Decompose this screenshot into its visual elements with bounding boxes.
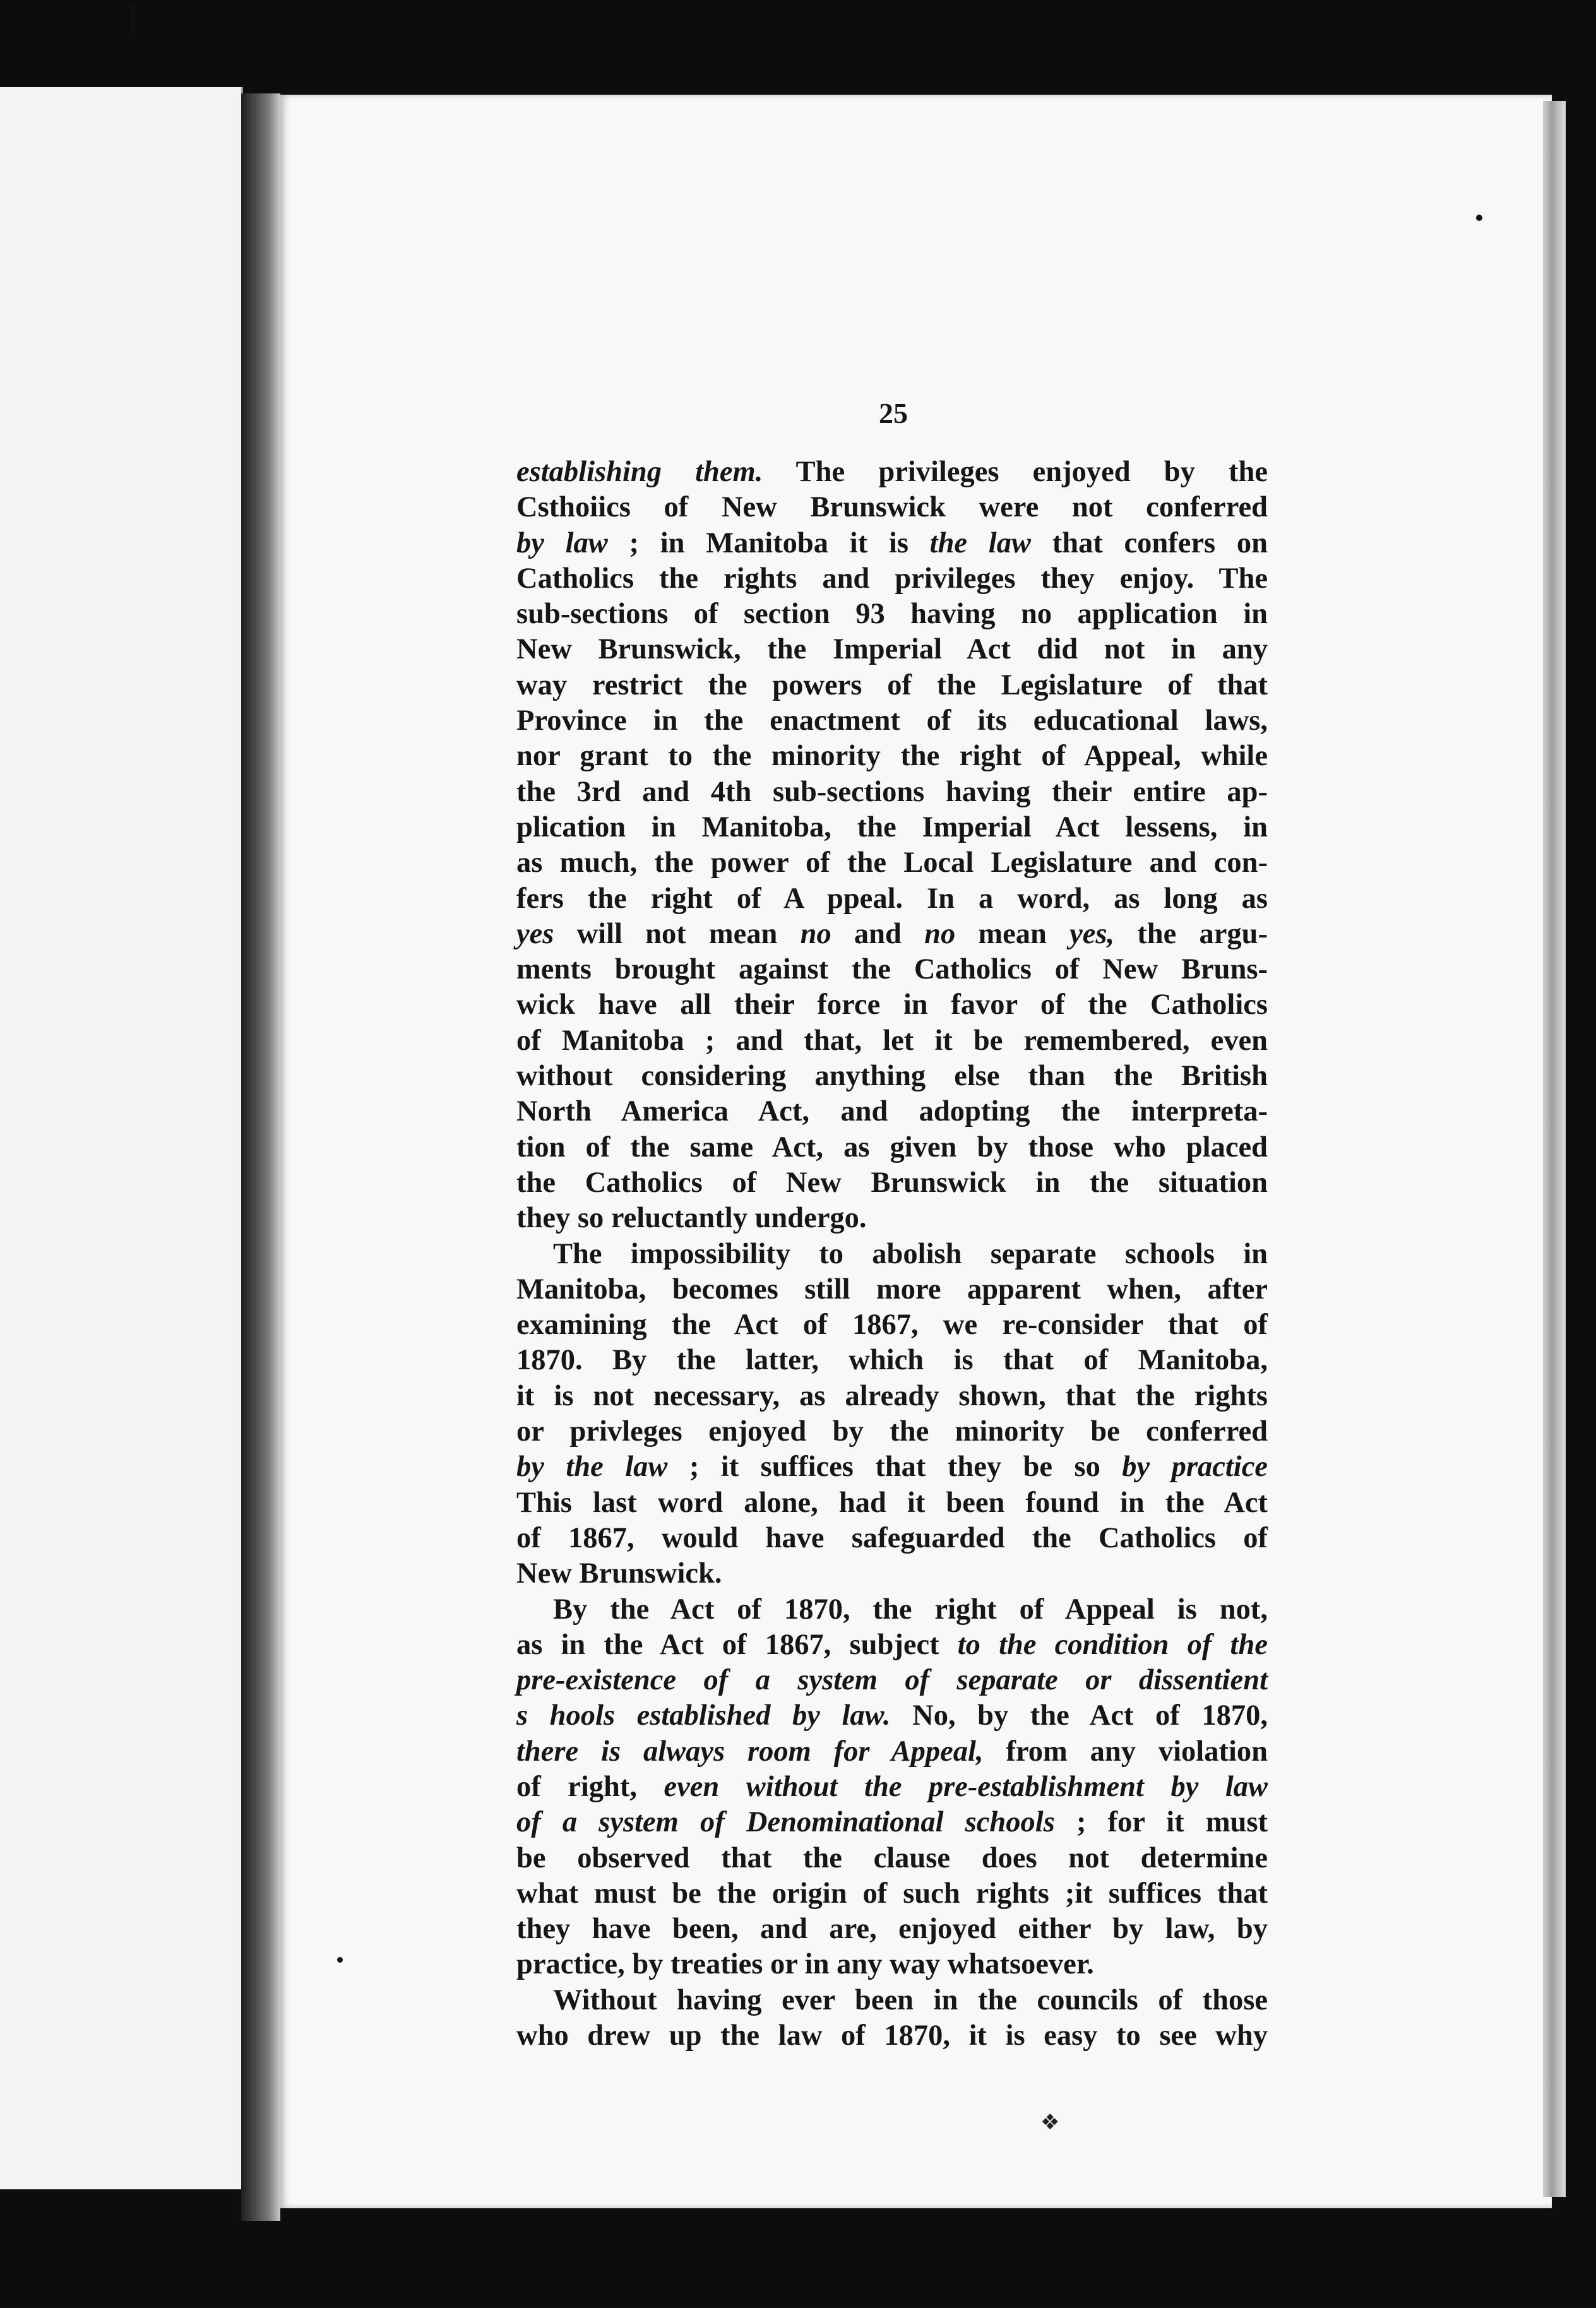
text-segment: will not mean	[554, 917, 801, 950]
text-segment: as much, the power of the Local Legislature and con-	[516, 847, 1268, 879]
body-text	[516, 455, 1268, 2054]
italic-text: there is always room for Appeal,	[516, 1735, 984, 1768]
text-line	[516, 703, 1268, 739]
text-segment: Catholics the rights and privileges they enjoy. The	[516, 562, 1268, 595]
text-segment: who drew up the law of 1870, it is easy to see why	[516, 2020, 1268, 2052]
text-segment: ; it suffices that they be so	[667, 1451, 1123, 1484]
text-line	[516, 1770, 1268, 1805]
page-edge	[1543, 101, 1566, 2197]
italic-text: by practice	[1122, 1451, 1268, 1484]
text-line	[516, 1343, 1268, 1378]
italic-text: pre-existence of a system of separate or dissentient	[516, 1664, 1268, 1697]
text-line	[516, 1805, 1268, 1840]
text-segment: Province in the enactment of its educational laws,	[516, 705, 1268, 737]
text-segment: they have been, and are, enjoyed either by law, by	[516, 1913, 1268, 1946]
text-segment: examining the Act of 1867, we re-consider that of	[516, 1309, 1268, 1341]
text-segment: fers the right of A ppeal. In a word, as long as	[516, 882, 1268, 915]
text-line	[516, 1592, 1268, 1627]
text-line	[516, 1912, 1268, 1947]
page-number: 25	[879, 397, 908, 429]
text-line	[516, 526, 1268, 561]
text-line	[516, 1094, 1268, 1129]
text-line	[516, 1023, 1268, 1059]
text-line	[516, 917, 1268, 952]
text-line	[516, 1379, 1268, 1414]
facing-page	[0, 87, 243, 2189]
text-segment: the 3rd and 4th sub-sections having their entire ap-	[516, 775, 1268, 808]
italic-text: yes	[516, 917, 554, 950]
italic-text: of a system of Denominational schools	[516, 1806, 1055, 1839]
text-line	[516, 1130, 1268, 1165]
italic-text: no	[924, 917, 956, 950]
text-segment: No, by the Act of 1870,	[890, 1699, 1268, 1732]
ink-speck	[131, 3, 135, 35]
text-line	[516, 490, 1268, 525]
text-segment: they so reluctantly undergo.	[516, 1202, 867, 1235]
text-line	[516, 1841, 1268, 1876]
text-segment: practice, by treaties or in any way whatsoever.	[516, 1948, 1094, 1981]
italic-text: even without the pre-establishment by law	[664, 1770, 1268, 1803]
text-line	[516, 1059, 1268, 1094]
text-line	[516, 1663, 1268, 1698]
text-segment: from any violation	[983, 1735, 1268, 1768]
text-segment: tion of the same Act, as given by those who placed	[516, 1131, 1268, 1163]
text-line	[516, 881, 1268, 917]
italic-text: the law	[929, 526, 1031, 559]
text-line	[516, 1734, 1268, 1770]
text-segment: without considering anything else than the British	[516, 1060, 1268, 1093]
text-line	[516, 1627, 1268, 1663]
text-line	[516, 597, 1268, 632]
text-segment: North America Act, and adopting the interpreta-	[516, 1095, 1268, 1128]
text-line	[516, 1983, 1268, 2018]
text-line	[516, 1556, 1268, 1591]
text-segment: By the Act of 1870, the right of Appeal is not,	[553, 1593, 1268, 1626]
text-segment: The privileges enjoyed by the	[763, 456, 1268, 488]
ink-speck	[337, 1957, 343, 1963]
text-segment: New Brunswick, the Imperial Act did not in any	[516, 633, 1268, 666]
text-line	[516, 987, 1268, 1023]
text-segment: it is not necessary, as already shown, that the rights	[516, 1379, 1268, 1412]
italic-text: by the law	[516, 1451, 668, 1484]
text-line	[516, 1449, 1268, 1485]
text-line	[516, 1876, 1268, 1912]
text-segment: This last word alone, had it been found in the Act	[516, 1486, 1268, 1519]
text-segment: 1870. By the latter, which is that of Manitoba,	[516, 1344, 1268, 1377]
text-line	[516, 1272, 1268, 1307]
text-segment: that confers on	[1031, 526, 1268, 559]
text-line	[516, 1698, 1268, 1734]
text-segment: as in the Act of 1867, subject	[516, 1628, 958, 1661]
text-line	[516, 810, 1268, 845]
book-binding	[241, 93, 280, 2221]
text-line	[516, 668, 1268, 703]
italic-text: by law	[516, 526, 608, 559]
text-segment: ; in Manitoba it is	[607, 526, 930, 559]
text-segment: the Catholics of New Brunswick in the situation	[516, 1166, 1268, 1199]
text-segment: New Brunswick.	[516, 1557, 722, 1590]
text-segment: ; for it must	[1054, 1806, 1268, 1839]
text-segment: Csthoiics of New Brunswick were not conferred	[516, 491, 1268, 524]
text-line	[516, 1307, 1268, 1343]
text-line	[516, 561, 1268, 597]
text-segment: be observed that the clause does not determine	[516, 1841, 1268, 1874]
text-segment: Manitoba, becomes still more apparent when, after	[516, 1273, 1268, 1306]
text-line	[516, 455, 1268, 490]
italic-text: s hools established by law.	[516, 1699, 891, 1732]
text-line	[516, 845, 1268, 881]
text-segment: or privleges enjoyed by the minority be conferred	[516, 1415, 1268, 1448]
text-segment: Without having ever been in the councils of those	[553, 1984, 1268, 2016]
text-segment: the argu-	[1114, 917, 1268, 950]
text-segment: wick have all their force in favor of the Catholics	[516, 989, 1268, 1021]
text-line	[516, 1414, 1268, 1449]
italic-text: establishing them.	[516, 456, 763, 488]
text-segment: mean	[955, 917, 1070, 950]
text-line	[516, 1165, 1268, 1201]
text-line	[516, 775, 1268, 810]
text-segment: of Manitoba ; and that, let it be remembered, even	[516, 1024, 1268, 1057]
text-segment: The impossibility to abolish separate schools in	[553, 1237, 1268, 1270]
text-line	[516, 2018, 1268, 2054]
ornament-icon: ❖	[1040, 2111, 1060, 2134]
text-segment: plication in Manitoba, the Imperial Act lessens, in	[516, 811, 1268, 843]
text-line	[516, 1237, 1268, 1272]
text-segment: nor grant to the minority the right of Appeal, while	[516, 740, 1268, 773]
text-line	[516, 632, 1268, 667]
text-segment: sub-sections of section 93 having no application in	[516, 598, 1268, 631]
text-line	[516, 1485, 1268, 1521]
italic-text: no	[800, 917, 831, 950]
text-line	[516, 1947, 1268, 1982]
text-segment: of right,	[516, 1770, 664, 1803]
italic-text: yes,	[1069, 917, 1115, 950]
italic-text: to the condition of the	[957, 1628, 1268, 1661]
text-segment: ments brought against the Catholics of New Bruns-	[516, 953, 1268, 986]
text-segment: what must be the origin of such rights ;it suffices that	[516, 1877, 1268, 1910]
text-line	[516, 952, 1268, 987]
text-line	[516, 1201, 1268, 1236]
text-line	[516, 739, 1268, 774]
ink-speck	[1476, 215, 1482, 221]
text-segment: of 1867, would have safeguarded the Catholics of	[516, 1521, 1268, 1554]
text-segment: way restrict the powers of the Legislature of that	[516, 669, 1268, 701]
text-segment: and	[831, 917, 925, 950]
text-line	[516, 1521, 1268, 1556]
